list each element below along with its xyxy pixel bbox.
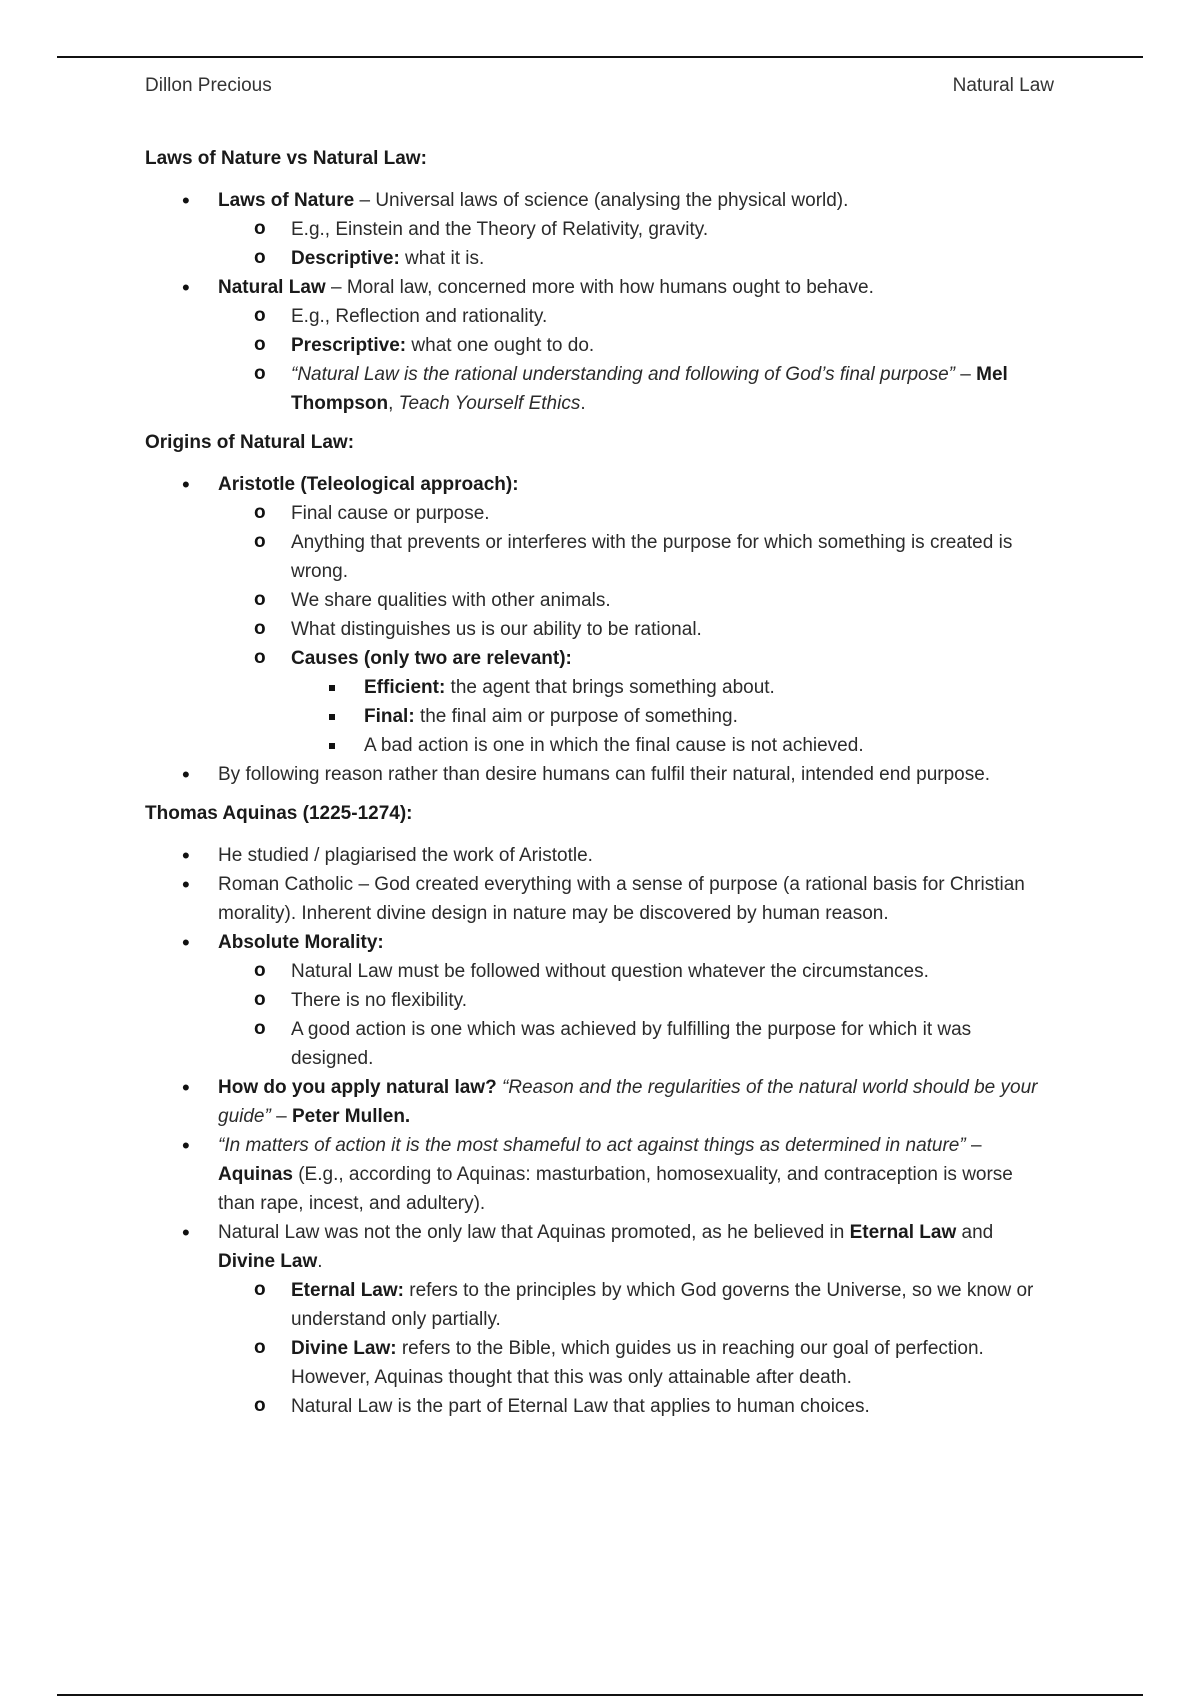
document-body	[145, 146, 1055, 1433]
item-text: (E.g., according to Aquinas: masturbation, homosexuality, and contraception is worse than rape, incest, and adultery).	[218, 1164, 1013, 1214]
dash: –	[270, 1106, 292, 1127]
list-item	[145, 928, 1055, 1073]
item-text: – Moral law, concerned more with how humans ought to behave.	[325, 277, 874, 298]
sub-list	[218, 957, 1055, 1073]
item-text: Natural Law was not the only law that Aquinas promoted, as he believed in	[218, 1222, 850, 1243]
item-text: refers to the principles by which God governs the Universe, so we know or understand only partially.	[291, 1280, 1034, 1330]
quote-author: Aquinas	[218, 1164, 293, 1185]
bold-term: Descriptive:	[291, 248, 400, 269]
header-rule	[57, 56, 1143, 58]
quote-author: Peter Mullen.	[291, 1106, 411, 1127]
period: .	[317, 1251, 323, 1272]
item-text: – Universal laws of science (analysing the physical world).	[354, 190, 849, 211]
sub-list	[218, 215, 1055, 273]
bold-term: Aristotle (Teleological approach):	[218, 474, 519, 495]
item-text: the agent that brings something about.	[445, 677, 775, 698]
item-text: what it is.	[399, 248, 485, 269]
sub-list	[218, 302, 1055, 418]
list-item: • By following reason rather than desire humans can fulfil their natural, intended end purpose.	[145, 760, 1055, 789]
sub-item: o Natural Law must be followed without question whatever the circumstances.	[218, 957, 1055, 986]
sub-item	[218, 360, 1055, 418]
item-text: refers to the Bible, which guides us in reaching our goal of perfection. However, Aquinas thought that this was only attainable after death.	[291, 1338, 984, 1388]
header-author: Dillon Precious	[145, 75, 272, 96]
item-text: and	[956, 1222, 994, 1243]
period: .	[580, 393, 586, 414]
quote-author: Mel Thompson	[291, 364, 1008, 414]
section-aquinas	[145, 801, 1055, 1421]
section-heading: Thomas Aquinas (1225-1274):	[145, 803, 413, 824]
sub-item: o Natural Law is the part of Eternal Law that applies to human choices.	[218, 1392, 1055, 1421]
sub-sub-item	[291, 702, 1055, 731]
list-item	[145, 1131, 1055, 1218]
sub-item	[218, 331, 1055, 360]
list-item	[145, 273, 1055, 418]
bold-term: Eternal Law	[849, 1222, 957, 1243]
sub-item	[218, 644, 1055, 760]
list-item	[145, 470, 1055, 760]
dash: –	[955, 364, 977, 385]
bullet-list	[145, 841, 1055, 1421]
sub-list	[218, 1276, 1055, 1421]
sub-item: o E.g., Reflection and rationality.	[218, 302, 1055, 331]
list-item	[145, 1218, 1055, 1421]
bullet-list	[145, 470, 1055, 789]
bold-term: Prescriptive:	[291, 335, 407, 356]
bold-term: Laws of Nature	[218, 190, 355, 211]
section-origins	[145, 430, 1055, 789]
list-item: • Roman Catholic – God created everything with a sense of purpose (a rational basis for Christian morality). Inherent divine design in nature may be discovered by human reason.	[145, 870, 1055, 928]
quote-text: “Reason and the regularities of the natural world should be your guide”	[218, 1077, 1038, 1127]
quote-text: “Natural Law is the rational understanding and following of God’s final purpose”	[291, 364, 955, 385]
section-heading: Origins of Natural Law:	[145, 432, 355, 453]
sub-list	[218, 499, 1055, 760]
comma: ,	[388, 393, 399, 414]
sub-sub-list	[291, 673, 1055, 760]
sub-item: o Final cause or purpose.	[218, 499, 1055, 528]
sub-item: o What distinguishes us is our ability to be rational.	[218, 615, 1055, 644]
sub-item: o We share qualities with other animals.	[218, 586, 1055, 615]
footer-rule	[57, 1694, 1143, 1696]
quote-text: “In matters of action it is the most shameful to act against things as determined in nature”	[218, 1135, 966, 1156]
sub-sub-item: A bad action is one in which the final cause is not achieved.	[291, 731, 1055, 760]
bold-term: Eternal Law:	[291, 1280, 404, 1301]
section-laws-of-nature	[145, 146, 1055, 418]
list-item: • He studied / plagiarised the work of Aristotle.	[145, 841, 1055, 870]
bold-term: Efficient:	[364, 677, 446, 698]
sub-sub-item	[291, 673, 1055, 702]
sub-item: o A good action is one which was achieved by fulfilling the purpose for which it was designed.	[218, 1015, 1055, 1073]
item-text: the final aim or purpose of something.	[414, 706, 738, 727]
bold-term: Divine Law	[218, 1251, 318, 1272]
sub-item: o There is no flexibility.	[218, 986, 1055, 1015]
sub-item: o E.g., Einstein and the Theory of Relativity, gravity.	[218, 215, 1055, 244]
sub-item	[218, 1334, 1055, 1392]
bold-term: Absolute Morality:	[218, 932, 384, 953]
dash: –	[965, 1135, 982, 1156]
list-item	[145, 186, 1055, 273]
bold-term: Natural Law	[218, 277, 326, 298]
bold-term: Causes (only two are relevant):	[291, 648, 572, 669]
bold-term: Divine Law:	[291, 1338, 397, 1359]
bold-term: How do you apply natural law?	[218, 1077, 497, 1098]
bold-term: Final:	[364, 706, 415, 727]
sub-item: o Anything that prevents or interferes with the purpose for which something is created is wrong.	[218, 528, 1055, 586]
book-title: Teach Yourself Ethics	[398, 393, 581, 414]
item-text: what one ought to do.	[406, 335, 595, 356]
list-item	[145, 1073, 1055, 1131]
header-title: Natural Law	[952, 75, 1054, 96]
sub-item	[218, 244, 1055, 273]
sub-item	[218, 1276, 1055, 1334]
bullet-list	[145, 186, 1055, 418]
section-heading: Laws of Nature vs Natural Law:	[145, 148, 427, 169]
